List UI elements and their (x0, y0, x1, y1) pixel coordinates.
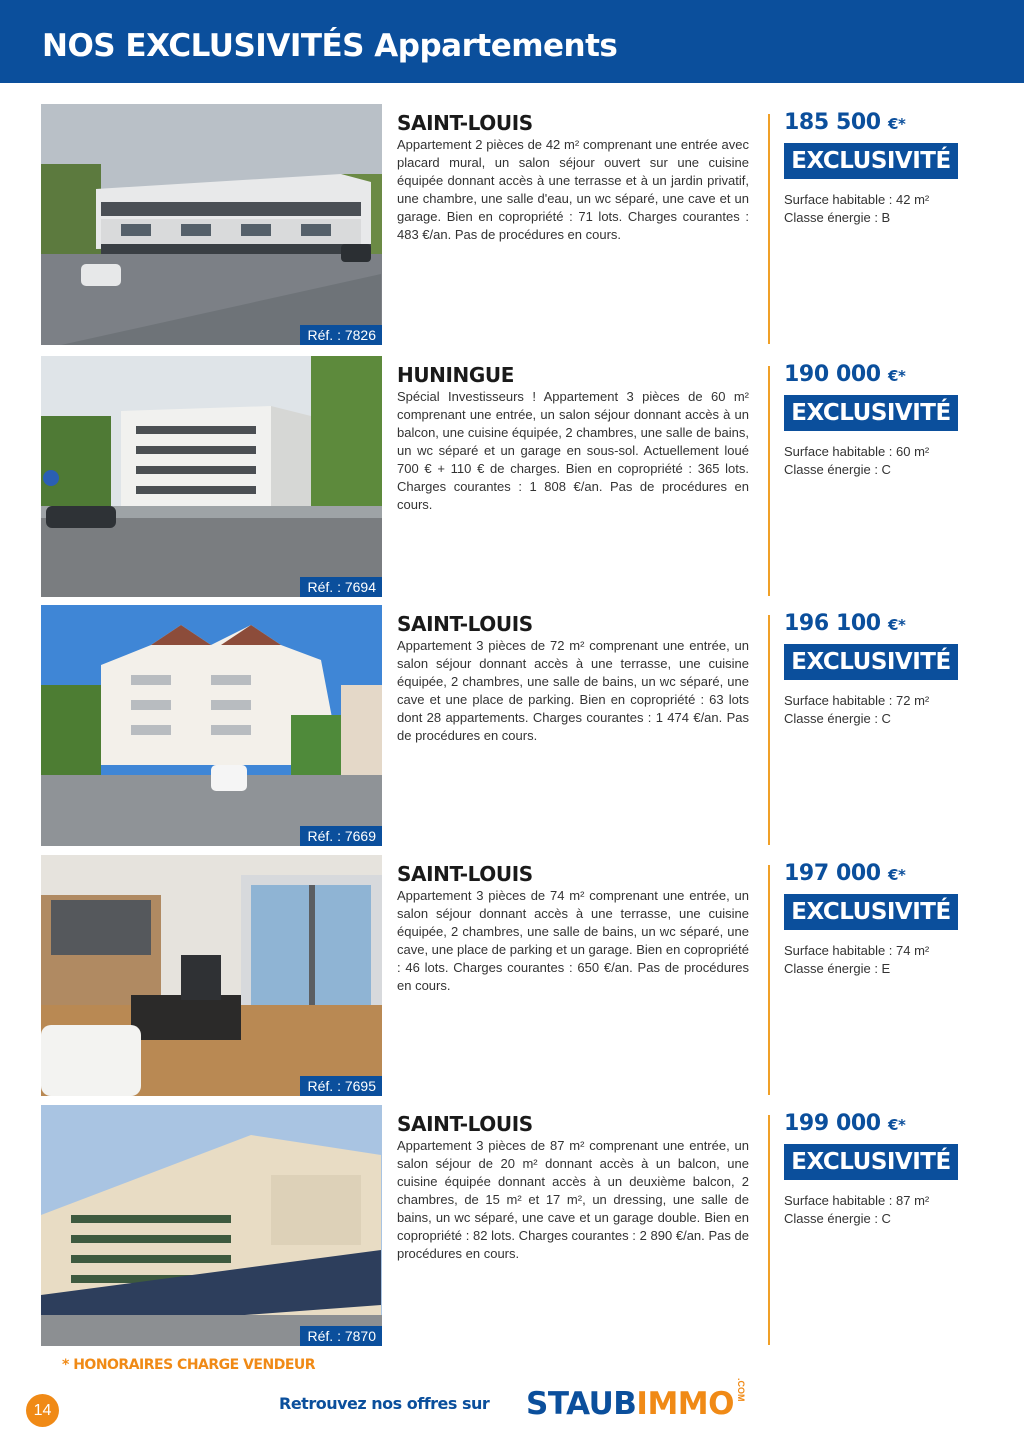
building-photo (41, 605, 382, 846)
listing-summary (784, 611, 974, 728)
listing-description (397, 613, 749, 745)
surface-info: Surface habitable : 42 m² (784, 192, 930, 207)
listing-card[interactable] (0, 855, 1024, 1105)
city-name: SAINT-LOUIS (397, 1112, 533, 1136)
listing-photo[interactable] (41, 605, 382, 846)
city-name: HUNINGUE (397, 363, 515, 387)
price-currency: €* (887, 616, 906, 634)
reference-badge: Réf. : 7669 (300, 826, 383, 846)
price (784, 110, 974, 137)
page-number: 14 (26, 1394, 59, 1427)
listing-summary (784, 1111, 974, 1228)
price (784, 861, 974, 888)
listing-photo[interactable] (41, 356, 382, 597)
city-name: SAINT-LOUIS (397, 111, 533, 135)
logo-com: .COM (736, 1378, 746, 1402)
exclusivity-badge: EXCLUSIVITÉ (784, 143, 958, 179)
listing-description (397, 1113, 749, 1263)
reference-badge: Réf. : 7870 (300, 1326, 383, 1346)
exclusivity-badge: EXCLUSIVITÉ (784, 644, 958, 680)
divider (768, 1115, 770, 1345)
price-value: 190 000 (784, 362, 881, 387)
energy-class: Classe énergie : C (784, 462, 891, 477)
title-main: NOS EXCLUSIVITÉS (42, 28, 364, 64)
reference-badge: Réf. : 7694 (300, 577, 383, 597)
description-text: Appartement 3 pièces de 72 m² comprenant une entrée, un salon séjour donnant accès à une terrasse, une cuisine équipée, 2 chambres, une salle de bains, un wc séparé, une cave et une place de parking. Bien en copropriété : 63 lots dont 28 appartements. Charges courantes : 1 474 €/an. Pas de procédures en cours. (397, 638, 749, 743)
price (784, 611, 974, 638)
city-name: SAINT-LOUIS (397, 862, 533, 886)
building-photo (41, 356, 382, 597)
price-currency: €* (887, 866, 906, 884)
building-photo (41, 1105, 382, 1346)
listing-card[interactable] (0, 605, 1024, 855)
page-header (0, 0, 1024, 83)
price-currency: €* (887, 367, 906, 385)
exclusivity-badge: EXCLUSIVITÉ (784, 894, 958, 930)
listing-description (397, 364, 749, 514)
exclusivity-badge: EXCLUSIVITÉ (784, 395, 958, 431)
description-text: Spécial Investisseurs ! Appartement 3 pièces de 60 m² comprenant une entrée, un salon séjour donnant accès à un balcon, une cuisine équipée, 2 chambres, une salle de bains, un wc séparé et un garage en sous-sol. Actuellement loué 700 € + 110 € de charges. Bien en copropriété : 365 lots. Charges courantes : 1 808 €/an. Pas de procédures en cours. (397, 389, 749, 512)
reference-badge: Réf. : 7826 (300, 325, 383, 345)
listing-photo[interactable] (41, 1105, 382, 1346)
price-currency: €* (887, 115, 906, 133)
price-value: 197 000 (784, 861, 881, 886)
listing-card[interactable] (0, 104, 1024, 354)
interior-photo (41, 855, 382, 1096)
listing-summary (784, 110, 974, 227)
surface-info: Surface habitable : 60 m² (784, 444, 930, 459)
description-text: Appartement 2 pièces de 42 m² comprenant une entrée avec placard mural, un salon séjour ouvert sur une cuisine équipée donnant accès à une terrasse et à un jardin privatif, une chambre, une salle d'eau, un wc séparé, une cave et un garage. Bien en copropriété : 71 lots. Charges courantes : 483 €/an. Pas de procédures en cours. (397, 137, 749, 242)
price-currency: €* (887, 1116, 906, 1134)
divider (768, 114, 770, 344)
price-value: 196 100 (784, 611, 881, 636)
price (784, 362, 974, 389)
listing-summary (784, 861, 974, 978)
website-tagline: Retrouvez nos offres sur (279, 1394, 490, 1413)
listing-summary (784, 362, 974, 479)
price-value: 199 000 (784, 1111, 881, 1136)
divider (768, 366, 770, 596)
page-title (42, 28, 617, 64)
listing-photo[interactable] (41, 855, 382, 1096)
price-value: 185 500 (784, 110, 881, 135)
listing-photo[interactable] (41, 104, 382, 345)
divider (768, 865, 770, 1095)
surface-info: Surface habitable : 72 m² (784, 693, 930, 708)
description-text: Appartement 3 pièces de 74 m² comprenant une entrée, un salon séjour donnant accès à une terrasse, une cuisine équipée, 2 chambres, une salle de bains, un wc séparé, une cave, une place de parking et un garage. Bien en copropriété : 46 lots. Charges courantes : 650 €/an. Pas de procédures en cours. (397, 888, 749, 993)
exclusivity-badge: EXCLUSIVITÉ (784, 1144, 958, 1180)
energy-class: Classe énergie : B (784, 210, 891, 225)
title-sub: Appartements (374, 28, 618, 64)
surface-info: Surface habitable : 74 m² (784, 943, 930, 958)
listing-description (397, 112, 749, 244)
surface-info: Surface habitable : 87 m² (784, 1193, 930, 1208)
building-photo (41, 104, 382, 345)
listing-card[interactable] (0, 356, 1024, 606)
divider (768, 615, 770, 845)
city-name: SAINT-LOUIS (397, 612, 533, 636)
energy-class: Classe énergie : C (784, 711, 891, 726)
listing-card[interactable] (0, 1105, 1024, 1355)
logo-immo: IMMO (636, 1386, 734, 1422)
description-text: Appartement 3 pièces de 87 m² comprenant une entrée, un salon séjour de 20 m² donnant accès à un balcon, une cuisine équipée donnant accès à un deuxième balcon, 2 chambres, de 15 m² et 17 m², un dressing, une salle de bains, un wc séparé, une cave et un garage double. Bien en copropriété : 82 lots. Charges courantes : 2 890 €/an. Pas de procédures en cours. (397, 1138, 749, 1261)
price (784, 1111, 974, 1138)
energy-class: Classe énergie : C (784, 1211, 891, 1226)
logo-staub: STAUB (526, 1386, 637, 1422)
listing-description (397, 863, 749, 995)
energy-class: Classe énergie : E (784, 961, 891, 976)
reference-badge: Réf. : 7695 (300, 1076, 383, 1096)
fee-note: * HONORAIRES CHARGE VENDEUR (62, 1357, 316, 1373)
staubimmo-logo[interactable] (526, 1378, 758, 1422)
